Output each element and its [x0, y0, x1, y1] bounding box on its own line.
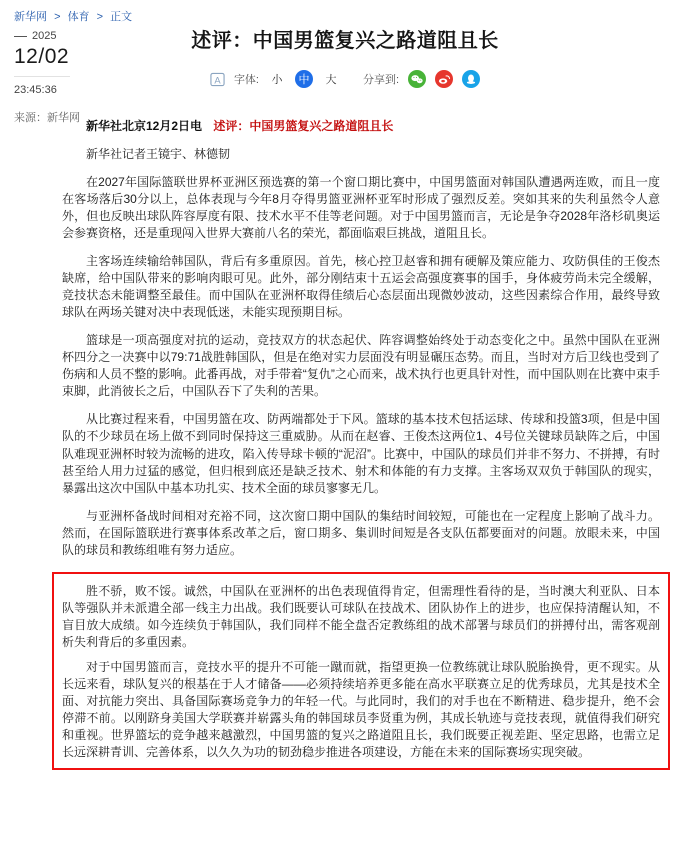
breadcrumb-section-link[interactable]: 体育	[67, 11, 90, 23]
publish-time: 23:45:36	[14, 84, 57, 96]
year-dash-line	[14, 36, 27, 37]
article-paragraph: 篮球是一项高强度对抗的运动，竞技双方的状态起伏、阵容调整始终处于动态变化之中。虽然中国队在亚洲杯四分之一决赛中以79:71战胜韩国队，但是在绝对实力层面没有明显碾压态势。而且，当时对方后卫线也受到了伤病和人员不整的影响。此番再战，对手带着“复仇”之心而来，战术执行也更具针对性，而中国队则在比赛中束手束脚，此消彼长之后，中国队吞下了失利的苦果。	[62, 333, 660, 399]
article-source: 来源：新华网	[14, 112, 80, 124]
article-paragraph-highlighted: 胜不骄，败不馁。诚然，中国队在亚洲杯的出色表现值得肯定，但需理性看待的是，当时澳大利亚队、日本队等强队并未派遣全部一线主力出战。我们既要认可球队在技战术、团队协作上的进步，也应保持清醒认知，不盲目放大成绩。如今连续负于韩国队，我们同样不能全盘否定教练组的战术部署与球员们的拼搏付出，需客观剖析失利背后的多重因素。	[62, 583, 660, 649]
weibo-share-icon[interactable]	[435, 70, 453, 88]
breadcrumb-home-link[interactable]: 新华网	[14, 11, 47, 23]
svg-text:A: A	[214, 74, 221, 85]
breadcrumb-separator: >	[54, 11, 61, 23]
article-body	[0, 88, 690, 782]
font-size-small-button[interactable]: 小	[271, 74, 283, 86]
publish-year	[14, 30, 92, 42]
share-label: 分享到:	[363, 74, 400, 86]
article-lead	[62, 118, 660, 135]
highlighted-section	[52, 572, 670, 770]
wechat-share-icon[interactable]	[408, 70, 426, 88]
publish-date: 12/02	[14, 42, 70, 77]
breadcrumb	[14, 8, 132, 24]
font-size-medium-button[interactable]: 中	[295, 70, 313, 88]
lead-title: 述评：中国男篮复兴之路道阻且长	[213, 119, 394, 133]
page-title: 述评：中国男篮复兴之路道阻且长	[191, 30, 499, 52]
article-paragraph-highlighted: 对于中国男篮而言，竞技水平的提升不可能一蹴而就，指望更换一位教练就让球队脱胎换骨，更不现实。从长远来看，球队复兴的根基在于人才储备——必须持续培养更多能在高水平联赛立足的优秀球员，尤其是技术全面、对抗能力突出、具备国际赛场竞争力的年轻一代。与此同时，我们的对手也在不断精进、稳步提升，绝不会停滞不前。以刚跻身美国大学联赛并崭露头角的韩国球员李贤重为例，其成长轨迹与竞技表现，就值得我们研究和重视。世界篮坛的竞争越来越激烈，中国男篮的复兴之路道阻且长，我们既要正视差距、坚定思路，也需立足长远深耕青训、完善体系，以久久为功的韧劲稳步推进各项建设，方能在未来的国际赛场实现突破。	[62, 659, 660, 759]
breadcrumb-separator: >	[96, 11, 104, 23]
article-byline: 新华社记者王镜宇、林德韧	[86, 147, 231, 162]
publish-year-text: 2025	[32, 30, 57, 42]
dateline: 新华社北京12月2日电	[86, 119, 203, 133]
article-paragraph: 在2027年国际篮联世界杯亚洲区预选赛的第一个窗口期比赛中，中国男篮面对韩国队遭遇两连败，而且一度在客场落后30分以上，总体表现与今年8月夺得男篮亚洲杯亚军时形成了强烈反差。突如其来的失利虽然令人意外，但也反映出球队阵容厚度有限、技术水平不佳等老问题。对于中国男篮而言，无论是争夺2028年洛杉矶奥运会参赛资格，还是重现闯入世界大赛前八名的荣光，都面临艰巨挑战，道阻且长。	[62, 175, 660, 241]
font-label: 字体:	[233, 74, 259, 86]
qq-share-icon[interactable]	[462, 70, 480, 88]
article-paragraph: 主客场连续输给韩国队，背后有多重原因。首先，核心控卫赵睿和拥有硬解及策应能力、攻防俱佳的王俊杰缺席，给中国队带来的影响肉眼可见。此外，部分刚结束十五运会高强度赛事的国手，身体疲劳尚未完全缓解，竞技状态未能调整至最佳。而中国队在亚洲杯取得佳绩后心态层面出现微妙波动，这些因素综合作用，最终导致球队在两场关键对决中表现低迷，未能实现预期目标。	[62, 254, 660, 320]
font-size-large-button[interactable]: 大	[325, 74, 337, 86]
article-meta	[14, 30, 92, 125]
article-paragraph: 与亚洲杯备战时间相对充裕不同，这次窗口期中国队的集结时间较短，可能也在一定程度上影响了战斗力。然而，在国际篮联进行赛事体系改革之后，窗口期多、集训时间短是各支队伍都要面对的问题。放眼未来，中国队的球员和教练组唯有努力适应。	[62, 508, 660, 557]
article-toolbar	[0, 70, 690, 88]
font-size-icon	[210, 72, 225, 87]
article-paragraph: 从比赛过程来看，中国男篮在攻、防两端都处于下风。篮球的基本技术包括运球、传球和投篮3项，但是中国队的不少球员在场上做不到同时保持这三重威胁。从而在赵睿、王俊杰这两位1、4号位关键球员缺阵之后，中国队难现亚洲杯时较为流畅的进攻，陷入传导球卡顿的“泥沼”。比赛中，中国队的球员们并非不努力、不拼搏，有时甚至给人用力过猛的感觉，但归根到底还是缺乏技术、射术和体能的有力支撑。主客场双双负于韩国队的现实，暴露出这次中国队中基本功扎实、技术全面的球员寥寥无几。	[62, 412, 660, 495]
breadcrumb-current: 正文	[110, 11, 133, 23]
